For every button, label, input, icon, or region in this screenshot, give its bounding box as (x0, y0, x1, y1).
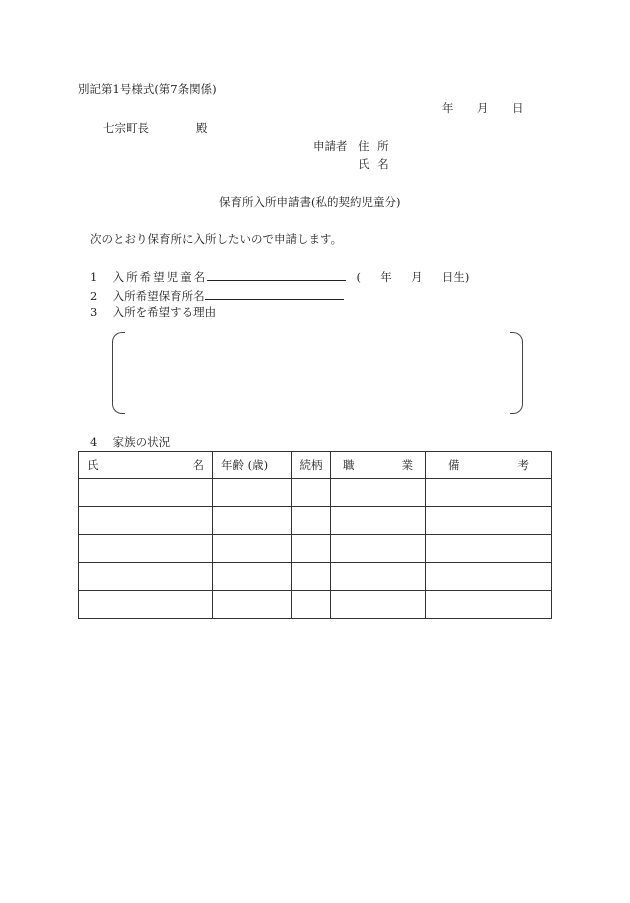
family-table (78, 451, 552, 619)
birth-year-label: 年 (380, 270, 392, 284)
cell-relation[interactable] (292, 535, 331, 563)
cell-age[interactable] (213, 591, 292, 619)
family-label: 家族の状況 (112, 435, 171, 449)
item-2 (90, 287, 344, 303)
item-4 (90, 435, 170, 449)
cell-relation[interactable] (292, 563, 331, 591)
item-number: 1 (90, 270, 98, 284)
header-age: 年齢 (歳) (213, 452, 292, 479)
birth-open-paren: ( (356, 270, 361, 284)
nursery-name-field[interactable] (205, 287, 344, 300)
birth-day-label: 日生) (441, 270, 470, 284)
child-name-label: 入所希望児童名 (112, 270, 208, 284)
cell-note[interactable] (426, 479, 552, 507)
reason-label: 入所を希望する理由 (112, 305, 217, 319)
date-month: 月 (477, 101, 489, 115)
table-row (79, 591, 552, 619)
item-number: 3 (90, 305, 98, 319)
reason-field[interactable] (112, 332, 523, 414)
cell-name[interactable] (79, 507, 213, 535)
applicant-label: 申請者 (313, 139, 348, 153)
cell-age[interactable] (213, 535, 292, 563)
cell-relation[interactable] (292, 591, 331, 619)
form-number: 別記第1号様式(第7条関係) (78, 82, 217, 96)
cell-name[interactable] (79, 563, 213, 591)
applicant-address-label: 住 所 (358, 139, 391, 153)
table-row (79, 563, 552, 591)
child-name-field[interactable] (207, 268, 346, 281)
header-relation: 続柄 (292, 452, 331, 479)
header-note: 備 考 (426, 452, 552, 479)
table-row (79, 535, 552, 563)
cell-note[interactable] (426, 535, 552, 563)
cell-age[interactable] (213, 563, 292, 591)
left-bracket (112, 332, 125, 414)
cell-note[interactable] (426, 563, 552, 591)
cell-name[interactable] (79, 535, 213, 563)
intro-text: 次のとおり保育所に入所したいので申請します。 (90, 232, 343, 246)
item-1 (90, 268, 469, 284)
cell-job[interactable] (331, 507, 426, 535)
item-number: 2 (90, 289, 98, 303)
addressee-honorific: 殿 (196, 121, 208, 135)
header-job: 職 業 (331, 452, 426, 479)
cell-name[interactable] (79, 591, 213, 619)
cell-job[interactable] (331, 591, 426, 619)
birth-month-label: 月 (411, 270, 423, 284)
cell-job[interactable] (331, 479, 426, 507)
table-header-row (79, 452, 552, 479)
item-3 (90, 305, 216, 319)
item-number: 4 (90, 435, 98, 449)
date-year: 年 (442, 101, 454, 115)
page-title: 保育所入所申請書(私的契約児童分) (219, 195, 401, 209)
cell-age[interactable] (213, 507, 292, 535)
cell-job[interactable] (331, 563, 426, 591)
right-bracket (510, 332, 523, 414)
cell-note[interactable] (426, 507, 552, 535)
cell-job[interactable] (331, 535, 426, 563)
table-row (79, 507, 552, 535)
nursery-name-label: 入所希望保育所名 (112, 289, 205, 303)
date-day: 日 (512, 101, 524, 115)
header-name: 氏 名 (79, 452, 213, 479)
cell-relation[interactable] (292, 479, 331, 507)
table-row (79, 479, 552, 507)
cell-name[interactable] (79, 479, 213, 507)
cell-note[interactable] (426, 591, 552, 619)
addressee-name: 七宗町長 (103, 121, 149, 135)
applicant-name-label: 氏 名 (358, 157, 391, 171)
cell-age[interactable] (213, 479, 292, 507)
cell-relation[interactable] (292, 507, 331, 535)
